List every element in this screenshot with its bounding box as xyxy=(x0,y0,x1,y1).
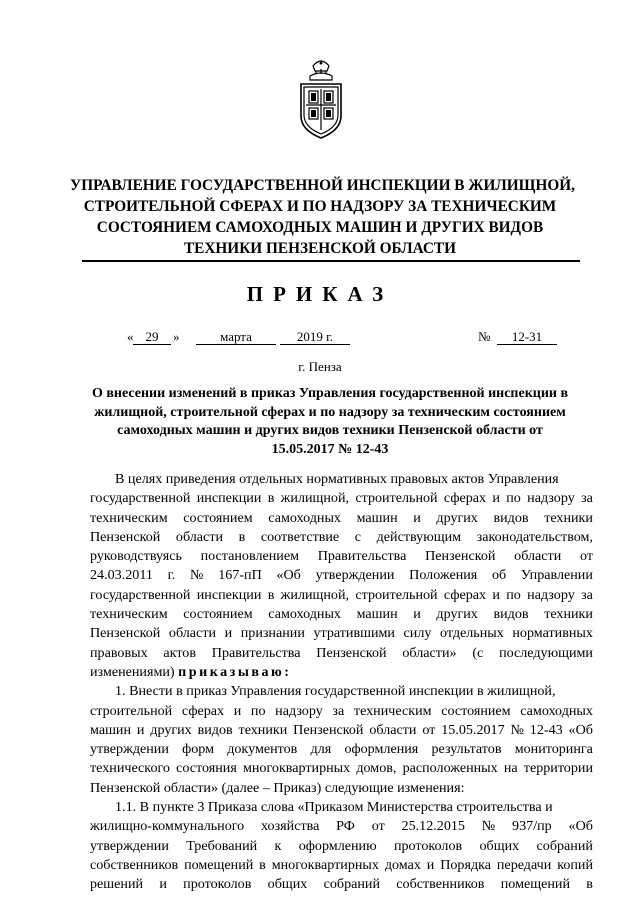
word: Требований xyxy=(186,837,258,854)
word: состоянием xyxy=(183,509,253,526)
word: Пензенской xyxy=(425,548,496,565)
word: сферах xyxy=(181,702,225,719)
word: области xyxy=(175,528,224,545)
word: техническим xyxy=(90,606,168,623)
word: документов xyxy=(227,741,298,758)
word: государственной xyxy=(90,586,191,603)
word: признании xyxy=(240,625,305,642)
word: видов xyxy=(197,721,233,738)
word: от xyxy=(422,721,436,738)
subject-line: 15.05.2017 № 12-43 xyxy=(271,441,389,457)
word: за xyxy=(581,490,593,507)
word: надзору xyxy=(527,586,575,603)
word: государственной xyxy=(90,490,191,507)
word: самоходных xyxy=(520,702,593,719)
word: надзору xyxy=(527,490,575,507)
word: в xyxy=(267,586,275,603)
date-day xyxy=(133,329,171,345)
paragraph-3-first-line: 1.1. В пункте 3 Приказа слова «Приказом Министерства строительства и xyxy=(115,799,553,816)
word: № xyxy=(510,721,524,738)
word: жилищной, xyxy=(280,586,350,603)
word: территории xyxy=(523,760,593,777)
word: силу xyxy=(403,625,432,642)
word: техническим xyxy=(90,509,168,526)
paragraph-1-line xyxy=(90,489,593,508)
paragraph-1-line xyxy=(90,509,593,528)
date-quote-open: « xyxy=(127,329,134,344)
word: Пензенской xyxy=(316,644,387,661)
word: № xyxy=(190,567,204,584)
word: состояния xyxy=(176,760,237,777)
word: соответствие xyxy=(260,528,340,545)
word: области xyxy=(514,548,562,565)
word: в xyxy=(259,856,266,873)
word: постановлением xyxy=(200,548,299,565)
word: по xyxy=(250,702,266,719)
word: других xyxy=(150,721,192,738)
word: решений xyxy=(90,876,144,893)
word: «Об xyxy=(568,818,593,835)
document-body xyxy=(90,470,593,895)
word: «Об xyxy=(568,721,593,738)
word: собственников xyxy=(90,856,179,873)
word: машин xyxy=(356,606,398,623)
paragraph-2-line xyxy=(90,702,593,721)
word: области» xyxy=(402,644,457,661)
agency-line: СОСТОЯНИЕМ САМОХОДНЫХ МАШИН И ДРУГИХ ВИДОВ xyxy=(96,219,544,236)
word: копий xyxy=(557,856,593,873)
word: строительной xyxy=(355,586,438,603)
date-month-value: марта xyxy=(196,330,276,345)
paragraph-3-line xyxy=(90,837,593,856)
paragraph-2-line xyxy=(90,759,593,778)
word: оформления xyxy=(344,741,419,758)
word: Порядка xyxy=(440,856,492,873)
word: сферах xyxy=(443,586,487,603)
word: утверждении xyxy=(315,567,395,584)
word: и xyxy=(159,876,167,893)
word: надзору xyxy=(275,702,323,719)
word: в xyxy=(267,490,275,507)
subject-line: самоходных машин и других видов техники Пензенской области от xyxy=(117,423,543,438)
word: утверждении xyxy=(90,837,169,854)
word: последующими xyxy=(499,644,593,661)
word: других xyxy=(436,606,478,623)
word: и xyxy=(413,509,421,526)
word: актов xyxy=(163,644,196,661)
word: утратившими xyxy=(313,625,395,642)
word: руководствуясь xyxy=(90,548,182,565)
word: других xyxy=(436,509,478,526)
city: г. Пенза xyxy=(298,359,342,374)
paragraph-1-first-line: В целях приведения отдельных нормативных правовых актов Управления xyxy=(115,471,559,487)
word: Пензенской xyxy=(90,528,161,545)
paragraph-1-last-text: изменениями) xyxy=(90,663,175,680)
agency-line: ТЕХНИКИ ПЕНЗЕНСКОЙ ОБЛАСТИ xyxy=(183,240,457,257)
word: по xyxy=(506,490,521,507)
date-month xyxy=(196,329,276,345)
word: самоходных xyxy=(268,606,341,623)
agency-line: УПРАВЛЕНИЕ ГОСУДАРСТВЕННОЙ ИНСПЕКЦИИ В ЖИЛИЩНОЙ, xyxy=(70,177,575,194)
paragraph-2-line xyxy=(90,740,593,759)
word: домах xyxy=(384,856,421,873)
word: самоходных xyxy=(268,509,341,526)
word: жилищной, xyxy=(280,490,350,507)
word: сферах xyxy=(443,490,487,507)
word: об xyxy=(492,567,507,584)
paragraph-2-first-line: 1. Внести в приказ Управления государственной инспекции в жилищной, xyxy=(115,683,556,700)
word: многоквартирных xyxy=(271,856,379,873)
word: собраний xyxy=(536,837,593,854)
word: Правительства xyxy=(317,548,407,565)
word: передачи xyxy=(496,856,552,873)
word: Пензенской xyxy=(90,625,161,642)
paragraph-1-line xyxy=(90,644,593,663)
word: и xyxy=(413,606,421,623)
word: области xyxy=(369,721,417,738)
word: за xyxy=(332,702,345,719)
word: 25.12.2015 xyxy=(401,818,465,835)
word: 167-пП xyxy=(218,567,262,584)
word: видов xyxy=(493,509,529,526)
paragraph-1-line xyxy=(90,624,593,643)
paragraph-1-last-line xyxy=(90,663,593,682)
subject-line: жилищной, строительной сферах и по надзору за техническим состоянием xyxy=(94,404,566,420)
word: с xyxy=(354,528,362,545)
word: правовых xyxy=(90,644,148,661)
word: и xyxy=(233,702,242,719)
word: в xyxy=(238,528,246,545)
word: протоколов xyxy=(183,876,252,893)
order-directive-word: приказываю: xyxy=(178,663,292,680)
word: 15.05.2017 xyxy=(441,721,505,738)
word: РФ xyxy=(336,818,355,835)
word: строительной xyxy=(90,702,173,719)
word: к xyxy=(274,837,282,854)
word: отдельных xyxy=(440,625,504,642)
word: на xyxy=(503,760,518,777)
agency-name xyxy=(70,175,575,259)
word: результатов xyxy=(431,741,502,758)
word: нормативных xyxy=(512,625,593,642)
word: состоянием xyxy=(183,606,253,623)
paragraph-3-line xyxy=(90,856,593,875)
paragraph-2-line xyxy=(90,721,593,740)
word: многоквартирных xyxy=(242,760,351,777)
word: и xyxy=(492,490,500,507)
word: в xyxy=(586,876,593,893)
word: машин xyxy=(356,509,398,526)
word: 12-43 xyxy=(529,721,563,738)
word: общих xyxy=(479,837,520,854)
word: и xyxy=(492,586,500,603)
word: протоколов xyxy=(393,837,463,854)
agency-line: СТРОИТЕЛЬНОЙ СФЕРАХ И ПО НАДЗОРУ ЗА ТЕХНИЧЕСКИМ xyxy=(83,198,557,215)
word: 24.03.2011 xyxy=(90,567,153,584)
word: форм xyxy=(182,741,215,758)
paragraph-1-line xyxy=(90,605,593,624)
word: собственников xyxy=(396,876,485,893)
word: за xyxy=(581,586,593,603)
word: законодательством, xyxy=(476,528,593,545)
date-year-value: 2019 г. xyxy=(280,330,350,345)
word: утверждении xyxy=(90,741,169,758)
document-type-title: ПРИКАЗ xyxy=(246,282,394,306)
word: (с xyxy=(472,644,484,661)
subject-line: О внесении изменений в приказ Управления государственной инспекции в xyxy=(91,386,569,401)
word: Правительства xyxy=(211,644,301,661)
word: от xyxy=(579,548,593,565)
order-number-value: 12-31 xyxy=(497,330,557,345)
word: «Об xyxy=(276,567,301,584)
word: № xyxy=(481,818,496,835)
word: действующим xyxy=(376,528,462,545)
word: инспекции xyxy=(196,586,262,603)
word: для xyxy=(310,741,332,758)
word: видов xyxy=(493,606,529,623)
word: хозяйства xyxy=(261,818,320,835)
word: помещений xyxy=(184,856,254,873)
word: и xyxy=(224,625,233,642)
word: техническим xyxy=(353,702,432,719)
date-quote-close: » xyxy=(173,329,180,344)
word: техники xyxy=(238,721,288,738)
word: Пензенской xyxy=(293,721,364,738)
order-number xyxy=(497,329,557,345)
word: и xyxy=(136,721,145,738)
word: по xyxy=(506,586,521,603)
word: техники xyxy=(544,509,593,526)
order-subject xyxy=(70,385,590,459)
word: и xyxy=(426,856,435,873)
number-sign: № xyxy=(478,329,491,344)
word: состоянием xyxy=(441,702,511,719)
word: технического xyxy=(90,760,170,777)
word: общих xyxy=(267,876,308,893)
word: строительной xyxy=(355,490,438,507)
word: г. xyxy=(167,567,176,584)
word: техники xyxy=(544,606,593,623)
word: мониторинга xyxy=(514,741,593,758)
header-divider xyxy=(82,260,580,262)
word: расположенных xyxy=(402,760,498,777)
word: помещений xyxy=(500,876,570,893)
date-day-value: 29 xyxy=(133,330,171,345)
word: 937/пр xyxy=(512,818,552,835)
word: жилищно-коммунального xyxy=(90,818,245,835)
word: машин xyxy=(90,721,132,738)
word: домов, xyxy=(356,760,397,777)
word: Положения xyxy=(409,567,478,584)
paragraph-3-line xyxy=(90,875,593,894)
paragraph-1-line xyxy=(90,547,593,566)
paragraph-2-last-line: Пензенской области» (далее – Приказ) следующие изменения: xyxy=(90,779,465,796)
word: области xyxy=(168,625,217,642)
paragraph-3-line xyxy=(90,817,593,836)
word: собраний xyxy=(323,876,380,893)
paragraph-1-line xyxy=(90,528,593,547)
word: оформлению xyxy=(298,837,377,854)
paragraph-1-line xyxy=(90,566,593,585)
word: инспекции xyxy=(196,490,262,507)
coat-of-arms-emblem xyxy=(296,58,346,144)
date-year xyxy=(280,329,350,345)
word: от xyxy=(371,818,385,835)
paragraph-1-line xyxy=(90,586,593,605)
word: Управлении xyxy=(520,567,593,584)
